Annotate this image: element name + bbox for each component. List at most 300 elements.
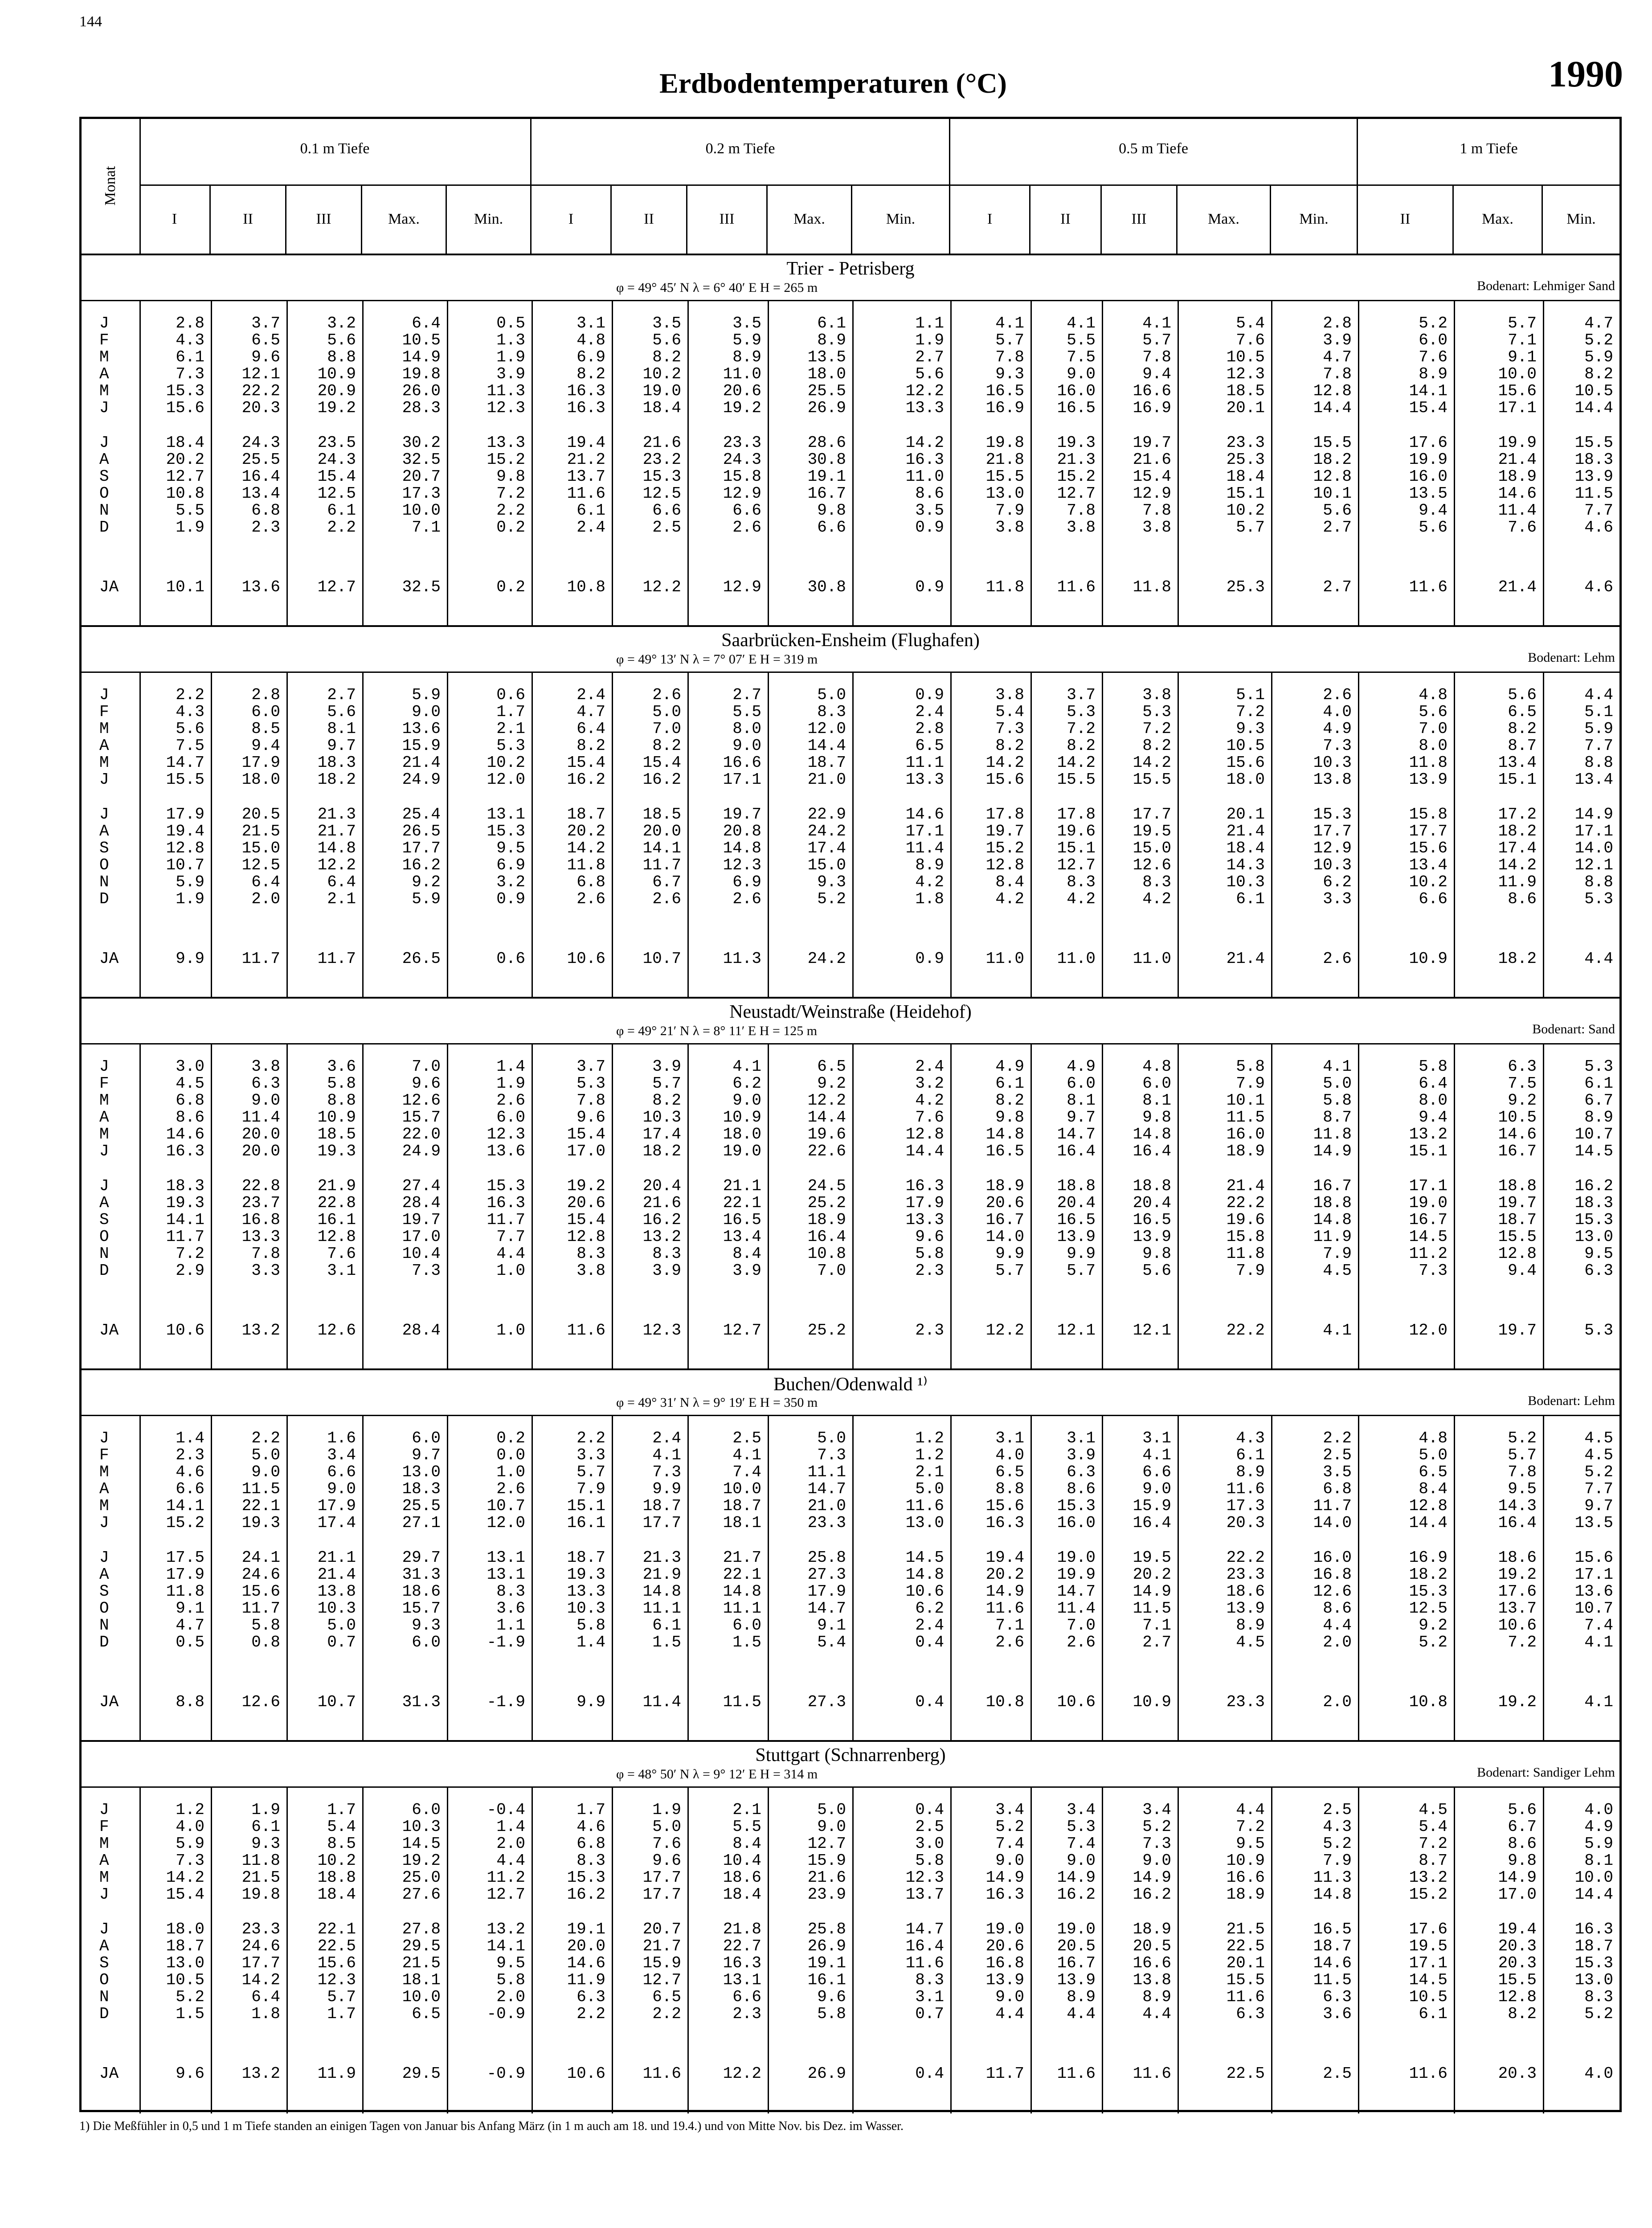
value-cell: 13.5: [807, 348, 846, 366]
value-cell: 15.5: [985, 467, 1024, 486]
value-cell: 2.8: [1323, 314, 1352, 332]
value-cell: 8.1: [327, 720, 356, 738]
value-cell: 1.5: [652, 1633, 681, 1651]
value-cell: 28.4: [402, 1194, 441, 1212]
value-cell: 4.3: [1236, 1429, 1265, 1447]
value-cell: 20.2: [1133, 1565, 1171, 1584]
value-cell: 13.2: [1409, 1868, 1448, 1887]
value-cell: 12.7: [642, 1971, 681, 1989]
value-cell: 18.7: [1498, 1211, 1537, 1229]
value-cell: 12.8: [1313, 382, 1352, 400]
value-cell: 14.3: [1226, 856, 1265, 874]
value-cell: 7.2: [1236, 703, 1265, 721]
value-cell: 2.6: [577, 890, 605, 908]
value-cell: 15.4: [317, 467, 356, 486]
value-cell: 19.5: [1133, 822, 1171, 840]
value-cell: 22.6: [807, 1142, 846, 1160]
value-cell: 4.2: [1067, 890, 1096, 908]
value-cell: 15.8: [1226, 1228, 1265, 1246]
value-cell: 10.5: [1574, 382, 1613, 400]
value-cell: 16.2: [567, 770, 605, 789]
value-cell: 6.5: [1508, 703, 1537, 721]
value-cell: 6.2: [1323, 873, 1352, 891]
value-cell: 27.8: [402, 1920, 441, 1938]
value-cell: 21.5: [402, 1954, 441, 1972]
value-cell: 7.6: [327, 1245, 356, 1263]
value-cell: 11.8: [1226, 1245, 1265, 1263]
value-cell: 6.0: [1419, 331, 1448, 349]
value-cell: 16.9: [1133, 399, 1171, 417]
value-cell: 10.5: [1498, 1108, 1537, 1126]
value-cell: 17.1: [1498, 399, 1537, 417]
value-cell: 3.1: [327, 1261, 356, 1280]
value-cell: 3.3: [251, 1261, 280, 1280]
value-cell: 6.7: [1584, 1091, 1613, 1110]
value-cell: 10.3: [567, 1599, 605, 1618]
value-cell: 12.0: [487, 1514, 525, 1532]
value-cell: 4.0: [176, 1818, 204, 1836]
value-cell: 2.9: [176, 1261, 204, 1280]
value-cell: 11.5: [1574, 484, 1613, 503]
value-cell: 8.4: [732, 1835, 761, 1853]
value-cell: 5.9: [176, 873, 204, 891]
value-cell: 9.0: [1142, 1480, 1171, 1498]
month-cell: JA: [99, 2064, 119, 2083]
value-cell: 25.5: [241, 451, 280, 469]
value-cell: 11.6: [567, 1321, 605, 1339]
table-header: [82, 119, 1619, 255]
value-cell: 24.6: [241, 1565, 280, 1584]
value-cell: 18.0: [1226, 770, 1265, 789]
column-header: [1543, 186, 1619, 254]
value-cell: 14.6: [166, 1125, 204, 1143]
value-cell: 15.4: [567, 1125, 605, 1143]
station-coordinates: φ = 48° 50′ N λ = 9° 12′ E H = 314 m: [616, 1767, 818, 1782]
value-cell: 1.9: [915, 331, 944, 349]
value-cell: 26.5: [402, 822, 441, 840]
value-cell: 12.1: [1574, 856, 1613, 874]
value-cell: 28.6: [807, 434, 846, 452]
month-cell: F: [99, 1446, 109, 1464]
value-cell: 16.2: [642, 1211, 681, 1229]
table-row: [82, 1616, 1619, 1633]
value-cell: 25.2: [807, 1321, 846, 1339]
value-cell: 11.6: [567, 484, 605, 503]
value-cell: 8.0: [1419, 737, 1448, 755]
depth-group-label: 0.1 m Tiefe: [300, 140, 370, 157]
value-cell: 5.6: [1508, 686, 1537, 704]
value-cell: 13.6: [241, 578, 280, 596]
value-cell: 14.8: [723, 839, 761, 857]
value-cell: 13.3: [905, 1211, 944, 1229]
value-cell: 19.0: [723, 1142, 761, 1160]
value-cell: 5.8: [251, 1616, 280, 1634]
value-cell: 9.9: [652, 1480, 681, 1498]
table-row: [82, 856, 1619, 873]
value-cell: 14.6: [1498, 484, 1537, 503]
value-cell: 0.9: [915, 518, 944, 537]
value-cell: 23.7: [241, 1194, 280, 1212]
value-cell: 8.3: [577, 1245, 605, 1263]
value-cell: 13.9: [1057, 1971, 1096, 1989]
value-cell: 17.4: [807, 839, 846, 857]
value-cell: 12.7: [807, 1835, 846, 1853]
value-cell: 16.2: [1057, 1885, 1096, 1904]
value-cell: 15.3: [1409, 1582, 1448, 1601]
value-cell: 15.3: [1574, 1954, 1613, 1972]
value-cell: 11.0: [723, 365, 761, 383]
value-cell: 14.5: [1574, 1142, 1613, 1160]
value-cell: 18.7: [807, 754, 846, 772]
value-cell: 15.4: [567, 754, 605, 772]
value-cell: 2.4: [915, 1057, 944, 1076]
value-cell: 2.5: [1323, 1801, 1352, 1819]
table-row: [82, 1818, 1619, 1835]
value-cell: 8.6: [1508, 1835, 1537, 1853]
value-cell: 14.1: [487, 1937, 525, 1955]
value-cell: 1.9: [496, 348, 525, 366]
table-row: [82, 1801, 1619, 1818]
value-cell: 18.8: [1057, 1177, 1096, 1195]
section-divider: [82, 300, 1619, 301]
value-cell: 18.2: [317, 770, 356, 789]
value-cell: 30.8: [807, 451, 846, 469]
value-cell: 9.0: [817, 1818, 846, 1836]
value-cell: 3.6: [496, 1599, 525, 1618]
value-cell: 2.6: [732, 890, 761, 908]
value-cell: 17.7: [642, 1885, 681, 1904]
value-cell: 8.1: [1142, 1091, 1171, 1110]
value-cell: 12.3: [905, 1868, 944, 1887]
value-cell: 8.1: [1067, 1091, 1096, 1110]
value-cell: 17.7: [642, 1868, 681, 1887]
value-cell: 1.4: [496, 1818, 525, 1836]
value-cell: 19.3: [241, 1514, 280, 1532]
value-cell: 15.2: [985, 839, 1024, 857]
value-cell: 10.4: [402, 1245, 441, 1263]
value-cell: 19.8: [985, 434, 1024, 452]
value-cell: 16.4: [1057, 1142, 1096, 1160]
value-cell: 22.8: [241, 1177, 280, 1195]
value-cell: 18.7: [642, 1497, 681, 1515]
value-cell: 14.7: [905, 1920, 944, 1938]
value-cell: 17.7: [241, 1954, 280, 1972]
depth-group-label: 1 m Tiefe: [1460, 140, 1518, 157]
value-cell: 3.9: [652, 1261, 681, 1280]
month-cell: F: [99, 703, 109, 721]
value-cell: 5.8: [1236, 1057, 1265, 1076]
value-cell: 18.8: [1313, 1194, 1352, 1212]
value-cell: 11.6: [985, 1599, 1024, 1618]
value-cell: 9.0: [1067, 1851, 1096, 1870]
value-cell: 14.7: [1057, 1125, 1096, 1143]
value-cell: 17.7: [402, 839, 441, 857]
value-cell: 12.0: [1409, 1321, 1448, 1339]
value-cell: 24.9: [402, 1142, 441, 1160]
value-cell: 5.7: [995, 1261, 1024, 1280]
value-cell: 4.9: [1584, 1818, 1613, 1836]
value-cell: 23.5: [317, 434, 356, 452]
month-cell: A: [99, 1937, 109, 1955]
value-cell: 17.1: [723, 770, 761, 789]
value-cell: 8.8: [327, 348, 356, 366]
value-cell: 10.5: [166, 1971, 204, 1989]
value-cell: 7.5: [1067, 348, 1096, 366]
value-cell: 2.3: [251, 518, 280, 537]
value-cell: 12.8: [567, 1228, 605, 1246]
value-cell: 21.4: [1226, 822, 1265, 840]
value-cell: 2.6: [732, 518, 761, 537]
value-cell: 12.5: [241, 856, 280, 874]
value-cell: 2.1: [915, 1463, 944, 1481]
value-cell: 7.2: [1508, 1633, 1537, 1651]
column-header-label: Min.: [474, 211, 503, 227]
value-cell: 17.9: [241, 754, 280, 772]
value-cell: 21.6: [1133, 451, 1171, 469]
value-cell: 18.0: [166, 1920, 204, 1938]
value-cell: 9.0: [251, 1463, 280, 1481]
value-cell: 15.4: [1133, 467, 1171, 486]
table-row: [82, 1321, 1619, 1338]
table-row: [82, 1582, 1619, 1599]
value-cell: 21.8: [985, 451, 1024, 469]
value-cell: 5.2: [1584, 2005, 1613, 2023]
value-cell: 16.8: [1313, 1565, 1352, 1584]
value-cell: 5.0: [817, 1429, 846, 1447]
value-cell: 9.6: [251, 348, 280, 366]
value-cell: 19.2: [723, 399, 761, 417]
value-cell: 9.8: [1142, 1108, 1171, 1126]
value-cell: 2.7: [1323, 578, 1352, 596]
column-header: [211, 186, 286, 254]
value-cell: 7.3: [412, 1261, 441, 1280]
table-row: [82, 314, 1619, 331]
value-cell: 21.6: [807, 1868, 846, 1887]
value-cell: 14.9: [1313, 1142, 1352, 1160]
column-header-label: Max.: [1208, 211, 1239, 227]
value-cell: 7.3: [1323, 737, 1352, 755]
value-cell: 16.2: [1574, 1177, 1613, 1195]
column-header-label: Min.: [1566, 211, 1596, 227]
table-row: [82, 1480, 1619, 1497]
value-cell: 5.4: [995, 703, 1024, 721]
value-cell: 1.9: [496, 1074, 525, 1093]
value-cell: 8.2: [652, 737, 681, 755]
value-cell: 1.4: [577, 1633, 605, 1651]
value-cell: 15.4: [166, 1885, 204, 1904]
value-cell: 15.5: [1498, 1228, 1537, 1246]
value-cell: 9.0: [1067, 365, 1096, 383]
value-cell: 2.2: [577, 2005, 605, 2023]
value-cell: 5.6: [1142, 1261, 1171, 1280]
value-cell: 10.2: [487, 754, 525, 772]
value-cell: 4.8: [1142, 1057, 1171, 1076]
month-cell: JA: [99, 1321, 119, 1339]
value-cell: 6.5: [412, 2005, 441, 2023]
value-cell: 26.9: [807, 2064, 846, 2083]
value-cell: 13.4: [723, 1228, 761, 1246]
value-cell: 2.0: [1323, 1693, 1352, 1711]
value-cell: 10.8: [567, 578, 605, 596]
value-cell: 8.2: [577, 737, 605, 755]
value-cell: 15.5: [1133, 770, 1171, 789]
value-cell: 10.2: [317, 1851, 356, 1870]
value-cell: 10.7: [487, 1497, 525, 1515]
value-cell: 2.7: [327, 686, 356, 704]
value-cell: 18.7: [567, 805, 605, 823]
column-header-label: Max.: [793, 211, 825, 227]
value-cell: 9.9: [176, 950, 204, 968]
value-cell: 19.0: [642, 382, 681, 400]
value-cell: 19.6: [807, 1125, 846, 1143]
value-cell: 8.6: [1323, 1599, 1352, 1618]
value-cell: 11.6: [905, 1497, 944, 1515]
value-cell: 12.8: [905, 1125, 944, 1143]
value-cell: 11.6: [905, 1954, 944, 1972]
value-cell: 3.1: [1067, 1429, 1096, 1447]
value-cell: 0.4: [915, 1693, 944, 1711]
value-cell: 17.5: [166, 1548, 204, 1567]
value-cell: 7.4: [1067, 1835, 1096, 1853]
value-cell: 7.7: [1584, 1480, 1613, 1498]
month-cell: J: [99, 686, 109, 704]
value-cell: 5.8: [915, 1851, 944, 1870]
value-cell: 5.2: [995, 1818, 1024, 1836]
value-cell: 15.8: [723, 467, 761, 486]
station-section: [82, 255, 1619, 627]
value-cell: 17.9: [166, 1565, 204, 1584]
value-cell: 8.7: [1508, 737, 1537, 755]
value-cell: 21.4: [1226, 950, 1265, 968]
value-cell: 14.4: [1409, 1514, 1448, 1532]
value-cell: 8.3: [1142, 873, 1171, 891]
table-row: [82, 1228, 1619, 1245]
value-cell: 18.7: [1574, 1937, 1613, 1955]
value-cell: 14.9: [402, 348, 441, 366]
value-cell: 21.8: [723, 1920, 761, 1938]
value-cell: 3.6: [1323, 2005, 1352, 2023]
value-cell: 3.4: [1142, 1801, 1171, 1819]
value-cell: 15.0: [241, 839, 280, 857]
table-row: [82, 1633, 1619, 1650]
month-cell: JA: [99, 1693, 119, 1711]
value-cell: 16.4: [1498, 1514, 1537, 1532]
value-cell: 23.2: [642, 451, 681, 469]
value-cell: 14.9: [985, 1582, 1024, 1601]
table-row: [82, 1245, 1619, 1261]
value-cell: 15.5: [1498, 1971, 1537, 1989]
value-cell: 17.4: [642, 1125, 681, 1143]
value-cell: 3.8: [1142, 686, 1171, 704]
value-cell: 18.3: [1574, 1194, 1613, 1212]
value-cell: 11.4: [642, 1693, 681, 1711]
value-cell: 19.9: [1409, 451, 1448, 469]
value-cell: 7.9: [1323, 1851, 1352, 1870]
column-header-label: Min.: [886, 211, 916, 227]
value-cell: 16.0: [1409, 467, 1448, 486]
month-cell: A: [99, 1194, 109, 1212]
value-cell: 4.4: [1584, 950, 1613, 968]
value-cell: 0.2: [496, 518, 525, 537]
value-cell: 15.6: [317, 1954, 356, 1972]
value-cell: 3.5: [915, 501, 944, 520]
value-cell: 18.2: [642, 1142, 681, 1160]
value-cell: 2.3: [732, 2005, 761, 2023]
value-cell: 7.9: [1323, 1245, 1352, 1263]
value-cell: 7.2: [1067, 720, 1096, 738]
value-cell: 3.9: [732, 1261, 761, 1280]
value-cell: 16.2: [1133, 1885, 1171, 1904]
value-cell: 16.3: [723, 1954, 761, 1972]
table-row: [82, 1194, 1619, 1211]
value-cell: 2.0: [251, 890, 280, 908]
value-cell: 9.0: [732, 737, 761, 755]
month-cell: S: [99, 1954, 109, 1972]
value-cell: 2.0: [1323, 1633, 1352, 1651]
value-cell: 15.4: [642, 754, 681, 772]
value-cell: 12.2: [985, 1321, 1024, 1339]
value-cell: 18.7: [166, 1937, 204, 1955]
value-cell: 8.9: [817, 331, 846, 349]
value-cell: 6.6: [652, 501, 681, 520]
value-cell: 18.2: [1498, 822, 1537, 840]
value-cell: 11.3: [1313, 1868, 1352, 1887]
value-cell: 14.5: [1409, 1971, 1448, 1989]
value-cell: 12.0: [807, 720, 846, 738]
value-cell: 11.7: [642, 856, 681, 874]
value-cell: 6.8: [1323, 1480, 1352, 1498]
value-cell: 22.1: [241, 1497, 280, 1515]
value-cell: 25.0: [402, 1868, 441, 1887]
value-cell: 3.7: [1067, 686, 1096, 704]
value-cell: 16.7: [1057, 1954, 1096, 1972]
value-cell: 9.0: [412, 703, 441, 721]
value-cell: 14.4: [807, 737, 846, 755]
month-cell: M: [99, 348, 109, 366]
value-cell: 10.9: [1133, 1693, 1171, 1711]
value-cell: 26.5: [402, 950, 441, 968]
value-cell: 2.1: [327, 890, 356, 908]
value-cell: 15.4: [567, 1211, 605, 1229]
value-cell: 9.4: [1142, 365, 1171, 383]
value-cell: 17.2: [1498, 805, 1537, 823]
value-cell: 6.5: [817, 1057, 846, 1076]
value-cell: 14.2: [567, 839, 605, 857]
value-cell: 12.2: [642, 578, 681, 596]
value-cell: 9.5: [496, 839, 525, 857]
value-cell: 3.5: [1323, 1463, 1352, 1481]
month-cell: M: [99, 1091, 109, 1110]
value-cell: 7.2: [1419, 1835, 1448, 1853]
column-header-label: Max.: [388, 211, 420, 227]
value-cell: 5.2: [1142, 1818, 1171, 1836]
value-cell: 16.3: [567, 399, 605, 417]
value-cell: 10.3: [1313, 754, 1352, 772]
station-name: Buchen/Odenwald ¹⁾: [773, 1374, 928, 1395]
value-cell: 3.9: [496, 365, 525, 383]
value-cell: 18.9: [1226, 1142, 1265, 1160]
value-cell: 10.7: [1574, 1599, 1613, 1618]
value-cell: 21.4: [1226, 1177, 1265, 1195]
value-cell: 8.2: [652, 348, 681, 366]
station-soil-type: Bodenart: Lehm: [1528, 650, 1615, 665]
month-cell: J: [99, 1885, 109, 1904]
value-cell: 16.3: [905, 1177, 944, 1195]
column-header: [612, 186, 687, 254]
value-cell: 24.2: [807, 950, 846, 968]
value-cell: 10.0: [723, 1480, 761, 1498]
value-cell: 6.1: [1419, 2005, 1448, 2023]
